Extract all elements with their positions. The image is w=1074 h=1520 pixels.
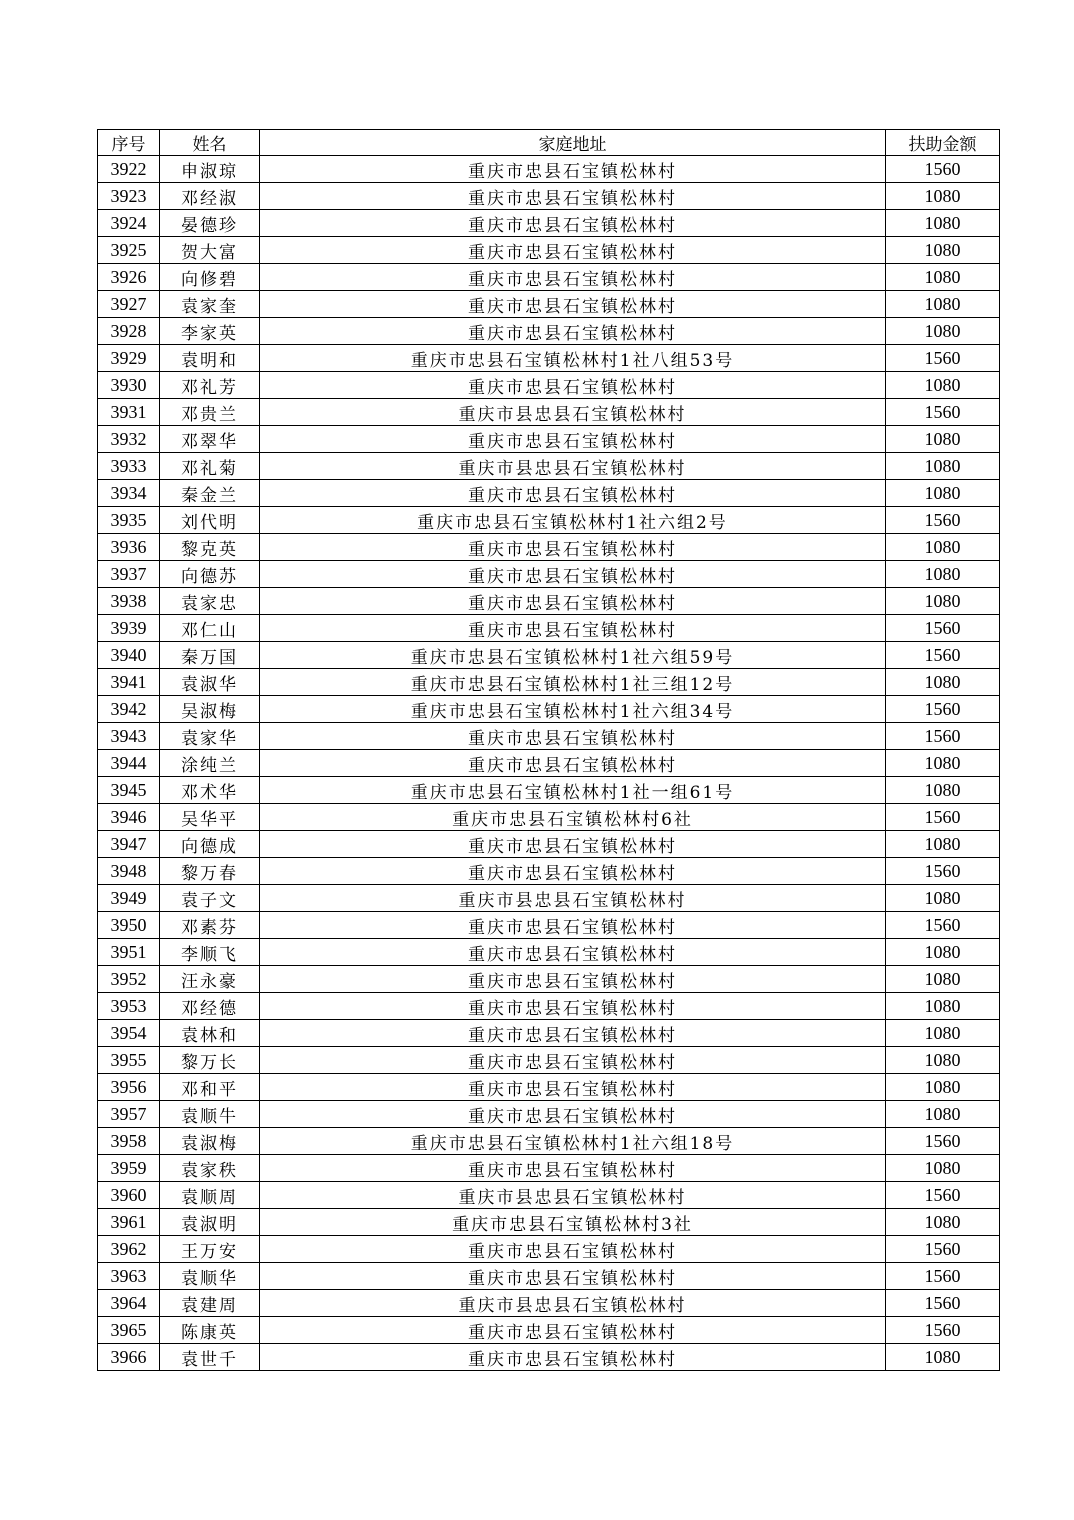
cell-name: 李家英 xyxy=(160,318,260,345)
table-row xyxy=(98,1236,1000,1263)
cell-amount: 1560 xyxy=(886,723,1000,750)
cell-address: 重庆市忠县石宝镇松林村 xyxy=(260,291,886,318)
cell-name: 吴淑梅 xyxy=(160,696,260,723)
cell-index: 3940 xyxy=(98,642,160,669)
cell-amount: 1560 xyxy=(886,156,1000,183)
table-row xyxy=(98,156,1000,183)
cell-index: 3958 xyxy=(98,1128,160,1155)
cell-address: 重庆市忠县石宝镇松林村1社一组61号 xyxy=(260,777,886,804)
cell-index: 3932 xyxy=(98,426,160,453)
cell-amount: 1080 xyxy=(886,453,1000,480)
cell-name: 刘代明 xyxy=(160,507,260,534)
cell-index: 3946 xyxy=(98,804,160,831)
cell-index: 3957 xyxy=(98,1101,160,1128)
cell-name: 黎万春 xyxy=(160,858,260,885)
cell-amount: 1080 xyxy=(886,1074,1000,1101)
cell-address: 重庆市忠县石宝镇松林村 xyxy=(260,210,886,237)
cell-name: 邓素芬 xyxy=(160,912,260,939)
header-index: 序号 xyxy=(98,130,160,156)
cell-address: 重庆市忠县石宝镇松林村 xyxy=(260,480,886,507)
table-row xyxy=(98,1074,1000,1101)
cell-amount: 1560 xyxy=(886,399,1000,426)
cell-index: 3937 xyxy=(98,561,160,588)
cell-name: 袁家忠 xyxy=(160,588,260,615)
table-row xyxy=(98,885,1000,912)
cell-address: 重庆市忠县石宝镇松林村3社 xyxy=(260,1209,886,1236)
cell-address: 重庆市忠县石宝镇松林村 xyxy=(260,993,886,1020)
cell-amount: 1080 xyxy=(886,480,1000,507)
table-row xyxy=(98,561,1000,588)
cell-index: 3943 xyxy=(98,723,160,750)
cell-name: 邓贵兰 xyxy=(160,399,260,426)
cell-address: 重庆市忠县石宝镇松林村 xyxy=(260,858,886,885)
cell-address: 重庆市忠县石宝镇松林村6社 xyxy=(260,804,886,831)
table-row xyxy=(98,1047,1000,1074)
cell-index: 3939 xyxy=(98,615,160,642)
cell-address: 重庆市忠县石宝镇松林村 xyxy=(260,615,886,642)
cell-index: 3934 xyxy=(98,480,160,507)
cell-index: 3952 xyxy=(98,966,160,993)
cell-address: 重庆市忠县石宝镇松林村1社六组18号 xyxy=(260,1128,886,1155)
cell-name: 汪永豪 xyxy=(160,966,260,993)
cell-address: 重庆市县忠县石宝镇松林村 xyxy=(260,1290,886,1317)
table-row xyxy=(98,1155,1000,1182)
cell-amount: 1080 xyxy=(886,210,1000,237)
table-row xyxy=(98,1020,1000,1047)
table-row xyxy=(98,507,1000,534)
cell-index: 3944 xyxy=(98,750,160,777)
cell-name: 邓和平 xyxy=(160,1074,260,1101)
table-row xyxy=(98,399,1000,426)
cell-amount: 1080 xyxy=(886,1020,1000,1047)
cell-index: 3949 xyxy=(98,885,160,912)
cell-name: 袁淑华 xyxy=(160,669,260,696)
cell-index: 3931 xyxy=(98,399,160,426)
cell-amount: 1080 xyxy=(886,318,1000,345)
table-row xyxy=(98,777,1000,804)
cell-amount: 1560 xyxy=(886,1182,1000,1209)
cell-name: 袁子文 xyxy=(160,885,260,912)
table-row xyxy=(98,453,1000,480)
cell-name: 申淑琼 xyxy=(160,156,260,183)
cell-name: 邓翠华 xyxy=(160,426,260,453)
cell-amount: 1080 xyxy=(886,237,1000,264)
cell-address: 重庆市忠县石宝镇松林村 xyxy=(260,1047,886,1074)
cell-address: 重庆市忠县石宝镇松林村1社八组53号 xyxy=(260,345,886,372)
cell-amount: 1560 xyxy=(886,1236,1000,1263)
cell-amount: 1080 xyxy=(886,372,1000,399)
cell-index: 3954 xyxy=(98,1020,160,1047)
cell-name: 秦金兰 xyxy=(160,480,260,507)
table-row xyxy=(98,669,1000,696)
cell-address: 重庆市忠县石宝镇松林村 xyxy=(260,831,886,858)
cell-name: 袁家秩 xyxy=(160,1155,260,1182)
cell-address: 重庆市忠县石宝镇松林村 xyxy=(260,1263,886,1290)
cell-index: 3929 xyxy=(98,345,160,372)
cell-name: 黎万长 xyxy=(160,1047,260,1074)
cell-name: 李顺飞 xyxy=(160,939,260,966)
table-row xyxy=(98,804,1000,831)
cell-name: 向德苏 xyxy=(160,561,260,588)
cell-name: 袁明和 xyxy=(160,345,260,372)
cell-name: 袁顺周 xyxy=(160,1182,260,1209)
cell-index: 3926 xyxy=(98,264,160,291)
cell-index: 3936 xyxy=(98,534,160,561)
cell-amount: 1560 xyxy=(886,1290,1000,1317)
cell-amount: 1080 xyxy=(886,588,1000,615)
cell-address: 重庆市忠县石宝镇松林村 xyxy=(260,426,886,453)
cell-name: 邓经德 xyxy=(160,993,260,1020)
table-row xyxy=(98,615,1000,642)
table-row xyxy=(98,1209,1000,1236)
cell-address: 重庆市忠县石宝镇松林村 xyxy=(260,237,886,264)
cell-index: 3960 xyxy=(98,1182,160,1209)
table-row xyxy=(98,696,1000,723)
cell-address: 重庆市忠县石宝镇松林村 xyxy=(260,1155,886,1182)
cell-index: 3950 xyxy=(98,912,160,939)
cell-index: 3963 xyxy=(98,1263,160,1290)
cell-address: 重庆市县忠县石宝镇松林村 xyxy=(260,1182,886,1209)
table-row xyxy=(98,1344,1000,1371)
table-row xyxy=(98,831,1000,858)
cell-amount: 1080 xyxy=(886,1101,1000,1128)
cell-index: 3935 xyxy=(98,507,160,534)
cell-amount: 1080 xyxy=(886,1155,1000,1182)
cell-index: 3945 xyxy=(98,777,160,804)
cell-address: 重庆市忠县石宝镇松林村 xyxy=(260,1236,886,1263)
cell-name: 袁淑明 xyxy=(160,1209,260,1236)
cell-address: 重庆市忠县石宝镇松林村 xyxy=(260,372,886,399)
cell-amount: 1080 xyxy=(886,1344,1000,1371)
table-row xyxy=(98,588,1000,615)
cell-amount: 1080 xyxy=(886,885,1000,912)
table-row xyxy=(98,291,1000,318)
table-row xyxy=(98,426,1000,453)
cell-address: 重庆市忠县石宝镇松林村 xyxy=(260,534,886,561)
cell-index: 3955 xyxy=(98,1047,160,1074)
cell-address: 重庆市忠县石宝镇松林村 xyxy=(260,1101,886,1128)
table-row xyxy=(98,1317,1000,1344)
cell-amount: 1560 xyxy=(886,696,1000,723)
cell-address: 重庆市县忠县石宝镇松林村 xyxy=(260,399,886,426)
aid-table xyxy=(97,129,1000,1371)
cell-name: 袁顺华 xyxy=(160,1263,260,1290)
table-row xyxy=(98,750,1000,777)
header-row xyxy=(98,130,1000,156)
cell-index: 3930 xyxy=(98,372,160,399)
cell-name: 邓礼芳 xyxy=(160,372,260,399)
cell-index: 3941 xyxy=(98,669,160,696)
cell-amount: 1560 xyxy=(886,1317,1000,1344)
cell-index: 3947 xyxy=(98,831,160,858)
cell-amount: 1560 xyxy=(886,615,1000,642)
cell-amount: 1560 xyxy=(886,858,1000,885)
table-row xyxy=(98,345,1000,372)
cell-amount: 1080 xyxy=(886,1209,1000,1236)
table-row xyxy=(98,939,1000,966)
table-row xyxy=(98,1128,1000,1155)
cell-address: 重庆市忠县石宝镇松林村 xyxy=(260,1074,886,1101)
table-row xyxy=(98,993,1000,1020)
cell-amount: 1080 xyxy=(886,426,1000,453)
cell-index: 3942 xyxy=(98,696,160,723)
cell-name: 袁世千 xyxy=(160,1344,260,1371)
cell-amount: 1560 xyxy=(886,912,1000,939)
cell-index: 3925 xyxy=(98,237,160,264)
table-row xyxy=(98,318,1000,345)
cell-amount: 1080 xyxy=(886,534,1000,561)
cell-amount: 1560 xyxy=(886,804,1000,831)
cell-amount: 1080 xyxy=(886,939,1000,966)
cell-name: 袁顺牛 xyxy=(160,1101,260,1128)
cell-name: 邓仁山 xyxy=(160,615,260,642)
cell-name: 王万安 xyxy=(160,1236,260,1263)
header-address: 家庭地址 xyxy=(260,130,886,156)
cell-name: 邓礼菊 xyxy=(160,453,260,480)
cell-index: 3923 xyxy=(98,183,160,210)
cell-index: 3951 xyxy=(98,939,160,966)
cell-address: 重庆市忠县石宝镇松林村 xyxy=(260,588,886,615)
table-row xyxy=(98,912,1000,939)
cell-name: 向修碧 xyxy=(160,264,260,291)
cell-index: 3964 xyxy=(98,1290,160,1317)
cell-index: 3933 xyxy=(98,453,160,480)
cell-amount: 1080 xyxy=(886,183,1000,210)
cell-index: 3924 xyxy=(98,210,160,237)
cell-name: 吴华平 xyxy=(160,804,260,831)
header-name: 姓名 xyxy=(160,130,260,156)
table-row xyxy=(98,183,1000,210)
cell-index: 3953 xyxy=(98,993,160,1020)
table-row xyxy=(98,642,1000,669)
cell-address: 重庆市忠县石宝镇松林村 xyxy=(260,1344,886,1371)
cell-amount: 1080 xyxy=(886,777,1000,804)
table-row xyxy=(98,1101,1000,1128)
cell-name: 晏德珍 xyxy=(160,210,260,237)
table-row xyxy=(98,534,1000,561)
cell-name: 邓术华 xyxy=(160,777,260,804)
cell-name: 涂纯兰 xyxy=(160,750,260,777)
cell-address: 重庆市忠县石宝镇松林村1社三组12号 xyxy=(260,669,886,696)
cell-index: 3962 xyxy=(98,1236,160,1263)
cell-index: 3927 xyxy=(98,291,160,318)
cell-address: 重庆市忠县石宝镇松林村 xyxy=(260,966,886,993)
cell-amount: 1560 xyxy=(886,345,1000,372)
cell-index: 3956 xyxy=(98,1074,160,1101)
table-row xyxy=(98,1290,1000,1317)
cell-name: 贺大富 xyxy=(160,237,260,264)
cell-address: 重庆市忠县石宝镇松林村 xyxy=(260,318,886,345)
cell-amount: 1560 xyxy=(886,642,1000,669)
cell-amount: 1080 xyxy=(886,291,1000,318)
header-amount: 扶助金额 xyxy=(886,130,1000,156)
cell-name: 陈康英 xyxy=(160,1317,260,1344)
table-row xyxy=(98,264,1000,291)
table-row xyxy=(98,966,1000,993)
cell-address: 重庆市忠县石宝镇松林村1社六组34号 xyxy=(260,696,886,723)
cell-address: 重庆市忠县石宝镇松林村 xyxy=(260,1317,886,1344)
table-row xyxy=(98,210,1000,237)
cell-name: 袁家奎 xyxy=(160,291,260,318)
table-row xyxy=(98,1263,1000,1290)
table-row xyxy=(98,858,1000,885)
cell-amount: 1080 xyxy=(886,264,1000,291)
cell-address: 重庆市忠县石宝镇松林村 xyxy=(260,183,886,210)
cell-amount: 1080 xyxy=(886,750,1000,777)
cell-address: 重庆市忠县石宝镇松林村 xyxy=(260,750,886,777)
cell-amount: 1560 xyxy=(886,1128,1000,1155)
cell-index: 3965 xyxy=(98,1317,160,1344)
cell-amount: 1080 xyxy=(886,1047,1000,1074)
table-row xyxy=(98,480,1000,507)
cell-amount: 1080 xyxy=(886,966,1000,993)
table-body xyxy=(98,156,1000,1371)
cell-index: 3966 xyxy=(98,1344,160,1371)
cell-index: 3959 xyxy=(98,1155,160,1182)
cell-index: 3928 xyxy=(98,318,160,345)
cell-address: 重庆市忠县石宝镇松林村1社六组2号 xyxy=(260,507,886,534)
cell-address: 重庆市忠县石宝镇松林村 xyxy=(260,912,886,939)
table-row xyxy=(98,723,1000,750)
cell-address: 重庆市县忠县石宝镇松林村 xyxy=(260,453,886,480)
cell-name: 向德成 xyxy=(160,831,260,858)
cell-address: 重庆市忠县石宝镇松林村 xyxy=(260,723,886,750)
cell-index: 3938 xyxy=(98,588,160,615)
cell-index: 3961 xyxy=(98,1209,160,1236)
cell-name: 邓经淑 xyxy=(160,183,260,210)
table-row xyxy=(98,372,1000,399)
table-row xyxy=(98,1182,1000,1209)
cell-index: 3922 xyxy=(98,156,160,183)
cell-name: 袁林和 xyxy=(160,1020,260,1047)
cell-amount: 1080 xyxy=(886,561,1000,588)
cell-index: 3948 xyxy=(98,858,160,885)
cell-name: 袁家华 xyxy=(160,723,260,750)
cell-amount: 1560 xyxy=(886,1263,1000,1290)
cell-amount: 1560 xyxy=(886,507,1000,534)
cell-address: 重庆市忠县石宝镇松林村1社六组59号 xyxy=(260,642,886,669)
cell-address: 重庆市忠县石宝镇松林村 xyxy=(260,156,886,183)
cell-name: 袁建周 xyxy=(160,1290,260,1317)
cell-amount: 1080 xyxy=(886,831,1000,858)
cell-amount: 1080 xyxy=(886,669,1000,696)
cell-address: 重庆市忠县石宝镇松林村 xyxy=(260,561,886,588)
table-row xyxy=(98,237,1000,264)
cell-address: 重庆市忠县石宝镇松林村 xyxy=(260,1020,886,1047)
cell-amount: 1080 xyxy=(886,993,1000,1020)
cell-address: 重庆市忠县石宝镇松林村 xyxy=(260,939,886,966)
cell-name: 秦万国 xyxy=(160,642,260,669)
cell-name: 黎克英 xyxy=(160,534,260,561)
cell-address: 重庆市县忠县石宝镇松林村 xyxy=(260,885,886,912)
cell-address: 重庆市忠县石宝镇松林村 xyxy=(260,264,886,291)
cell-name: 袁淑梅 xyxy=(160,1128,260,1155)
